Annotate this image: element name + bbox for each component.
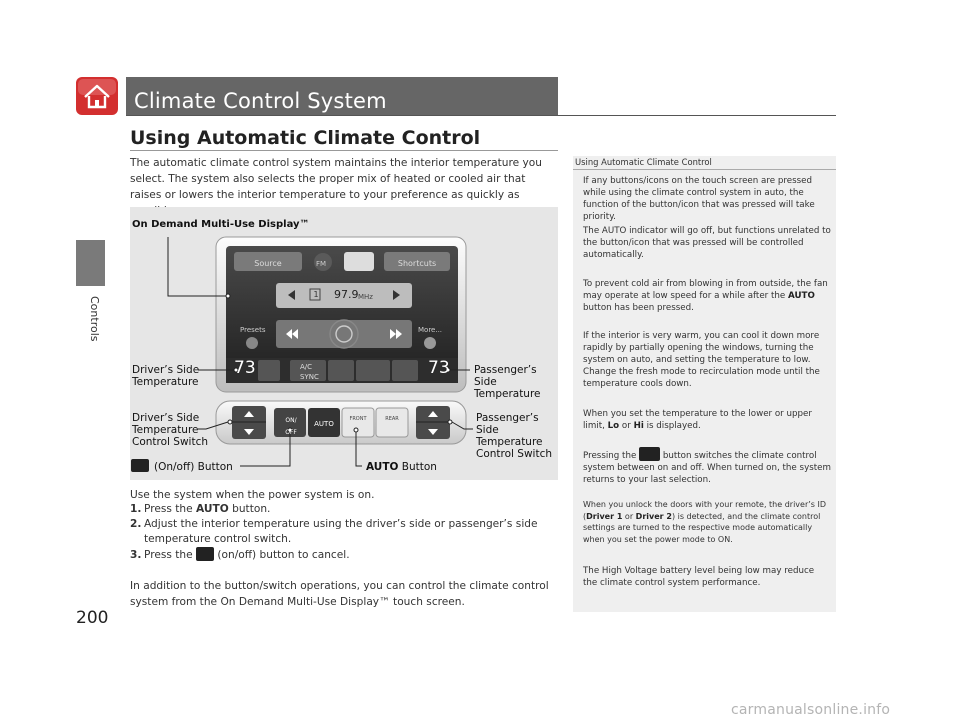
more-button[interactable]: More... xyxy=(418,326,443,334)
onoff-icon xyxy=(639,447,660,461)
note-paragraph: If the interior is very warm, you can cool it down more rapidly by partially opening the windows, turning the system on auto, and setting the temperature to low. Change the fresh mode to recirculation mode until the temperature cools down. xyxy=(583,331,820,389)
display-callout: On Demand Multi-Use Display™ xyxy=(132,219,310,230)
shortcuts-button[interactable]: Shortcuts xyxy=(397,259,437,268)
note-title: Using Automatic Climate Control xyxy=(575,157,712,167)
usage-note: Use the system when the power system is on. xyxy=(130,489,375,501)
driver-temp-readout: 73 xyxy=(234,358,256,378)
driver-switch-callout: Driver’s Side Temperature Control Switch xyxy=(132,412,209,448)
step-3: 3. Press the (on/off) button to cancel. xyxy=(130,549,350,561)
home-icon[interactable] xyxy=(75,76,119,116)
sync-button[interactable]: SYNC xyxy=(300,373,319,381)
page-number: 200 xyxy=(76,608,109,628)
note-paragraph: When you unlock the doors with your remote, the driver’s ID (Driver 1 or Driver 2) is detected, and the climate control settings are turned to the respective mode automatically when you set the power mode to ON. xyxy=(583,500,827,544)
note-paragraph: If any buttons/icons on the touch screen are pressed while using the climate control system in auto, the function of the button/icon that was pressed will take priority. xyxy=(583,176,815,222)
rear-defrost-button[interactable]: REAR xyxy=(385,416,399,422)
watermark: carmanualsonline.info xyxy=(731,702,891,718)
presets-button[interactable]: Presets xyxy=(240,326,266,334)
onoff-button[interactable]: ON/ OFF xyxy=(285,417,297,436)
passenger-switch-callout: Passenger’s Side Temperature Control Switch xyxy=(476,412,553,460)
step-1: 1. Press the AUTO button. xyxy=(130,503,271,515)
step-2: 2. Adjust the interior temperature using the driver’s side or passenger’s side temperature control switch. xyxy=(130,518,538,545)
divider xyxy=(126,115,836,116)
note-paragraph: The High Voltage battery level being low may reduce the climate control system performance. xyxy=(583,566,815,588)
section-title: Using Automatic Climate Control xyxy=(130,127,481,149)
chapter-title: Climate Control System xyxy=(126,77,558,115)
ac-button[interactable]: A/C xyxy=(300,363,313,371)
note-paragraph: The AUTO indicator will go off, but functions unrelated to the button/icon that was pressed will be controlled automatically. xyxy=(583,226,831,260)
auto-button[interactable]: AUTO xyxy=(314,420,334,428)
passenger-temp-callout: Passenger’s Side Temperature xyxy=(474,364,541,400)
intro-paragraph: The automatic climate control system maintains the interior temperature you select. The system also selects the proper mix of heated or cooled air that raises or lowers the interior temperature to your preference as quickly as xyxy=(130,157,542,201)
fm-button[interactable]: FM xyxy=(316,260,327,268)
frequency-readout: 97.9 xyxy=(334,288,359,301)
note-paragraph: When you set the temperature to the lower or upper limit, Lo or Hi is displayed. xyxy=(583,409,812,431)
front-defrost-button[interactable]: FRONT xyxy=(349,416,367,422)
divider xyxy=(573,169,836,170)
frequency-unit: MHz xyxy=(358,293,373,301)
source-button[interactable]: Source xyxy=(254,259,282,268)
note-paragraph: To prevent cold air from blowing in from outside, the fan may operate at low speed for a while after the AUTO button has been pressed. xyxy=(583,279,828,313)
side-tab-label[interactable]: Controls xyxy=(88,296,101,342)
divider xyxy=(130,150,558,151)
onoff-icon xyxy=(196,547,214,561)
driver-temp-callout: Driver’s Side Temperature xyxy=(132,364,200,388)
onoff-callout: (On/off) Button xyxy=(154,461,233,473)
auto-callout: AUTO Button xyxy=(366,461,437,473)
passenger-temp-readout: 73 xyxy=(428,358,450,378)
touchscreen-note: In addition to the button/switch operations, you can control the climate control system from the On Demand Multi-Use Display™ touch screen. xyxy=(130,580,549,608)
side-tab-marker xyxy=(76,240,105,286)
climate-control-figure xyxy=(130,207,558,480)
preset-number: 1 xyxy=(313,290,319,299)
note-paragraph: Pressing the button switches the climate control system between on and off. When turned on, the system returns to your last selection. xyxy=(583,447,831,486)
